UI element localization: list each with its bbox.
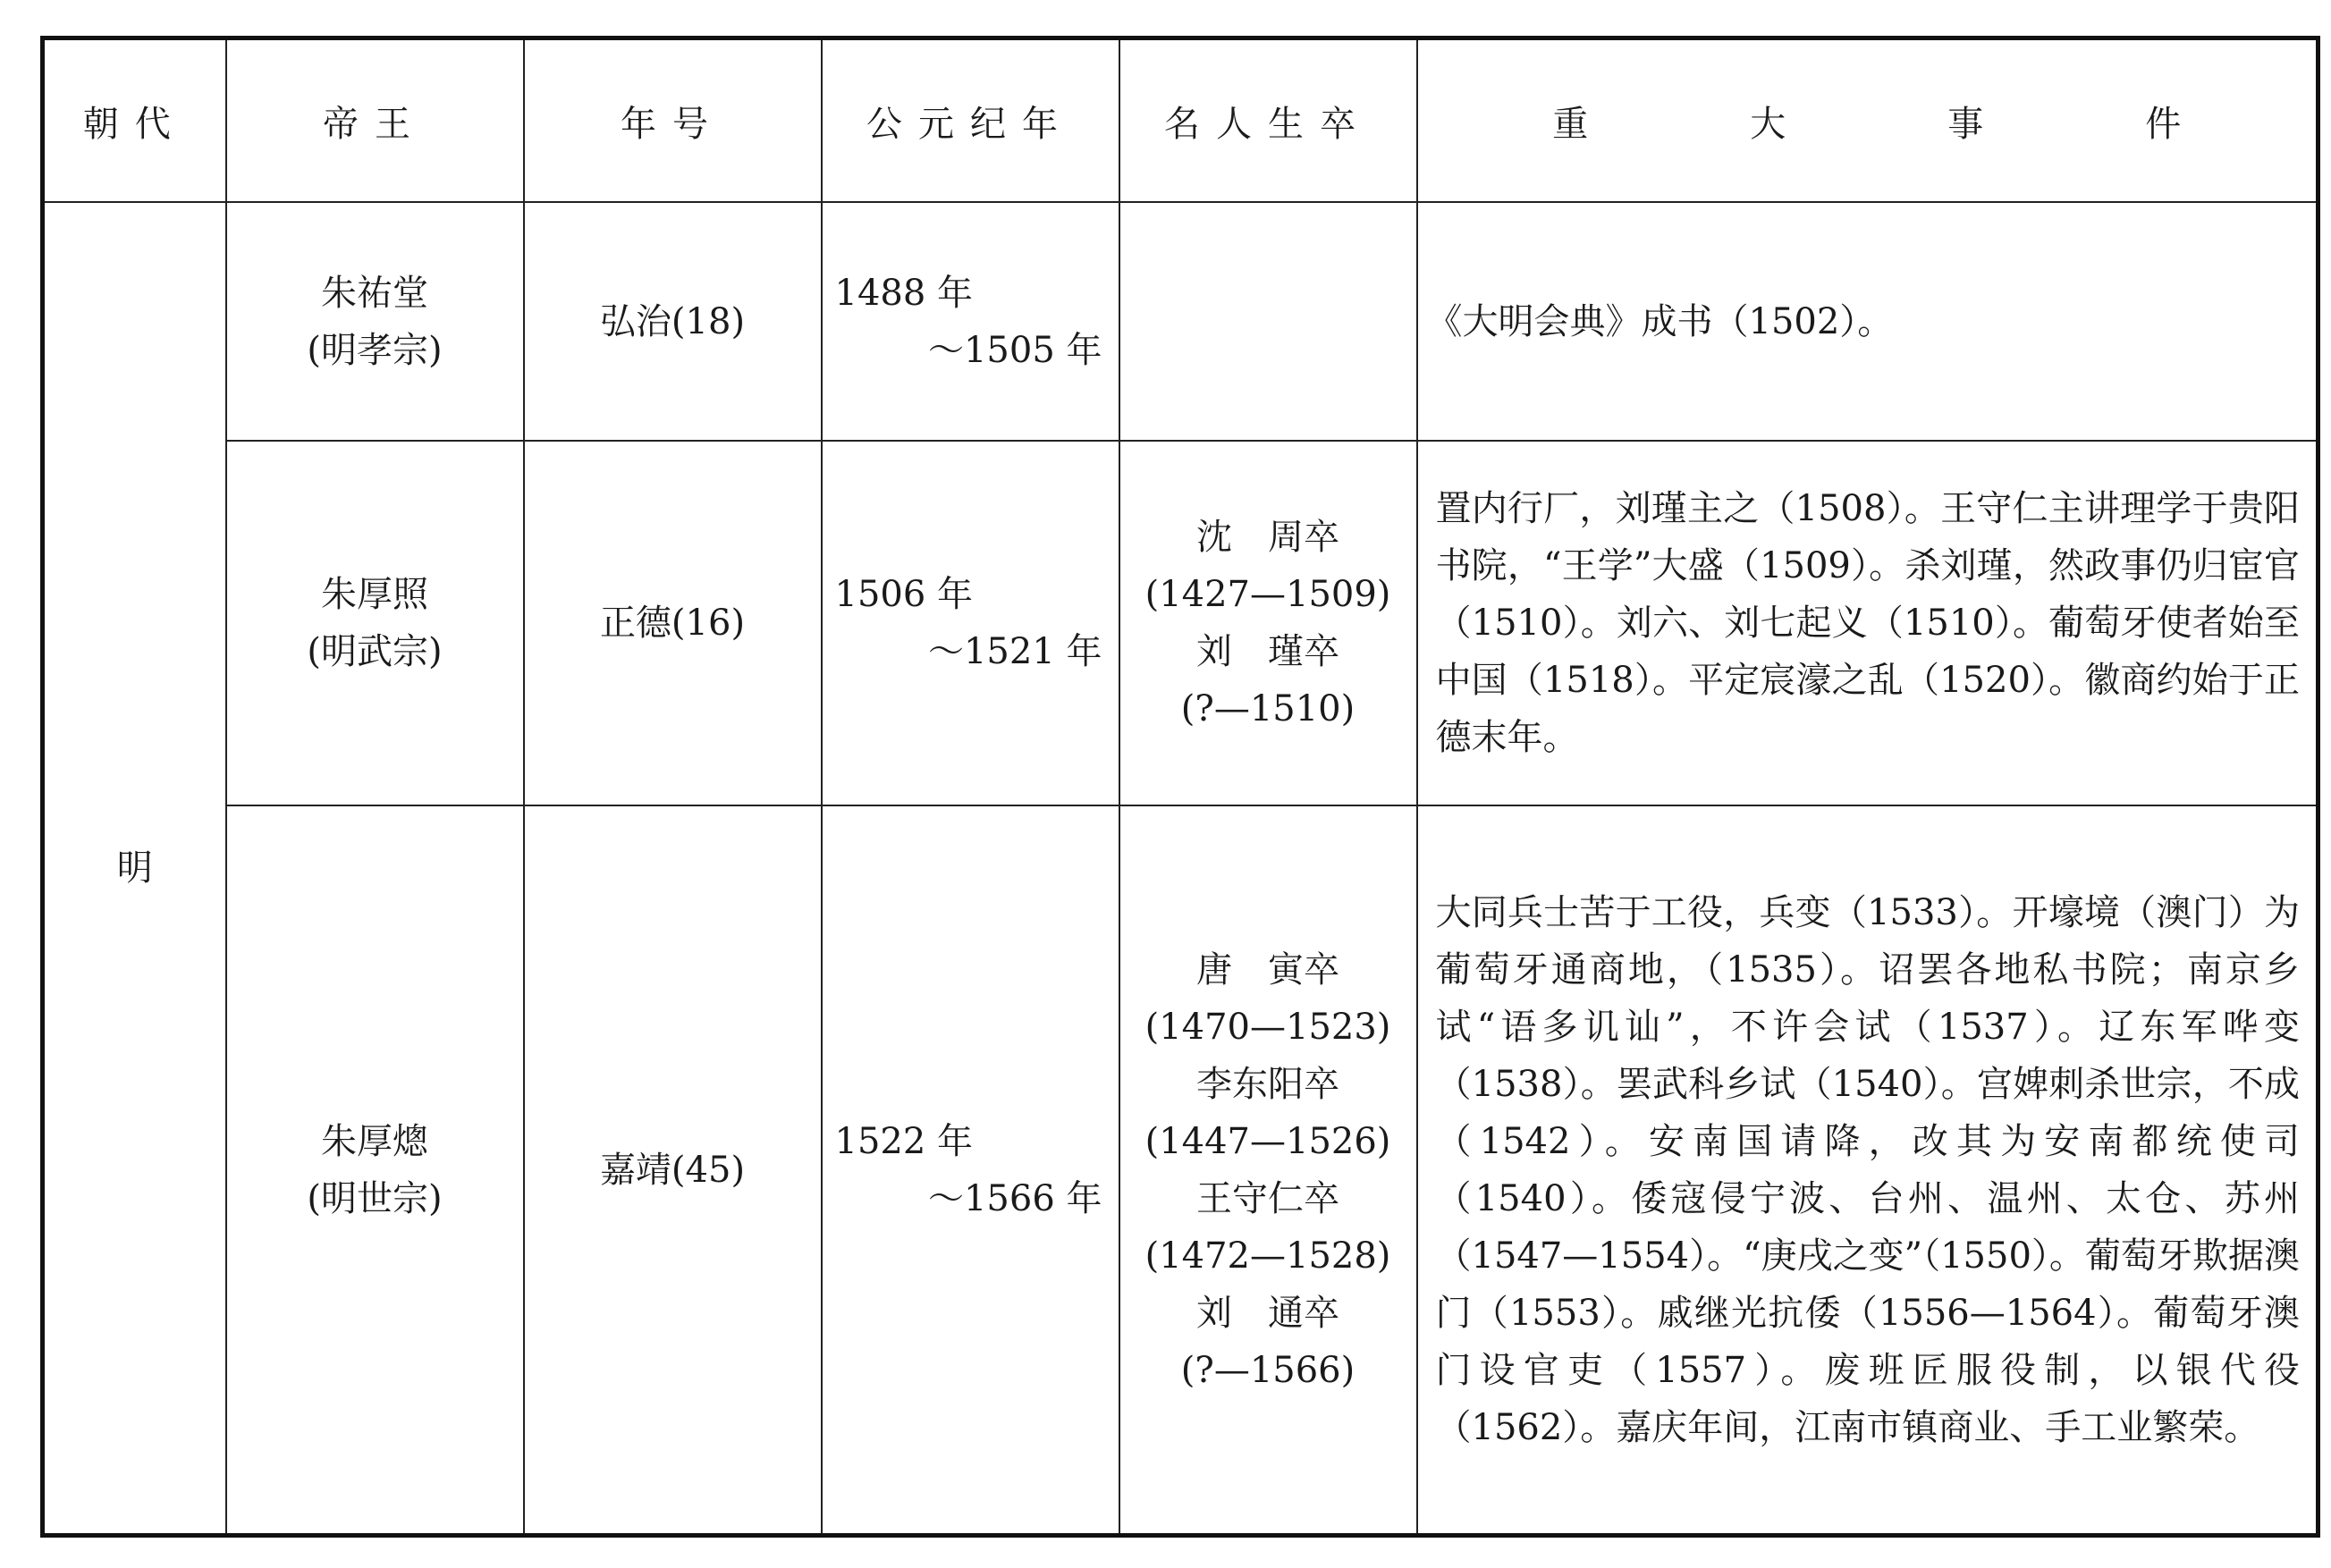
death-entry: 唐 寅卒 <box>1196 948 1339 991</box>
year-to: ～1505 年 <box>927 329 1102 371</box>
emperor-cell <box>226 805 524 1536</box>
chronology-table <box>40 36 2320 1538</box>
emperor-name: 朱厚熜 <box>321 1120 428 1162</box>
death-entry: (1472—1528) <box>1144 1235 1391 1277</box>
emperor-title: (明孝宗) <box>307 329 443 371</box>
death-entry: 李东阳卒 <box>1196 1063 1339 1105</box>
death-entry: (1427—1509) <box>1144 574 1391 615</box>
header-events-char: 事 <box>1947 103 1984 145</box>
year-from: 1506 年 <box>834 574 974 615</box>
death-entry: (?—1510) <box>1180 688 1356 729</box>
death-entry: (?—1566) <box>1180 1349 1356 1391</box>
header-events-char: 件 <box>2145 103 2182 145</box>
death-entry: 刘 通卒 <box>1196 1292 1339 1334</box>
death-entry: 刘 瑾卒 <box>1196 631 1339 672</box>
year-from: 1522 年 <box>834 1120 974 1162</box>
table-row <box>43 202 2318 441</box>
ad-years-cell <box>822 441 1119 805</box>
events-cell: 置内行厂，刘瑾主之（1508）。王守仁主讲理学于贵阳书院，“王学”大盛（1509）。杀刘瑾，然政事仍归宦官（1510）。刘六、刘七起义（1510）。葡萄牙使者始至中国（1518）。平定宸濠之乱（1520）。徽商约始于正德末年。 <box>1417 441 2318 805</box>
header-dynasty: 朝代 <box>43 38 226 203</box>
header-events-char: 重 <box>1552 103 1589 145</box>
header-events <box>1417 38 2318 203</box>
header-notable-deaths: 名人生卒 <box>1119 38 1417 203</box>
emperor-title: (明世宗) <box>307 1177 443 1219</box>
era-name-cell: 正德(16) <box>524 441 822 805</box>
year-to: ～1521 年 <box>927 631 1102 672</box>
notable-deaths-cell <box>1119 202 1417 441</box>
dynasty-cell: 明 <box>43 202 226 1536</box>
death-entry: (1447—1526) <box>1144 1120 1391 1162</box>
death-entry: 王守仁卒 <box>1196 1177 1339 1219</box>
era-name-cell: 弘治(18) <box>524 202 822 441</box>
year-to: ～1566 年 <box>927 1177 1102 1219</box>
notable-deaths-cell <box>1119 441 1417 805</box>
emperor-title: (明武宗) <box>307 631 443 672</box>
emperor-name: 朱祐堂 <box>321 272 428 314</box>
notable-deaths-cell <box>1119 805 1417 1536</box>
events-cell: 大同兵士苦于工役，兵变（1533）。开壕境（澳门）为葡萄牙通商地，（1535）。诏罢各地私书院；南京乡试“语多讥讪”，不许会试（1537）。辽东军哗变（1538）。罢武科乡试（1540）。宫婢刺杀世宗，不成（1542）。安南国请降，改其为安南都统使司（1540）。倭寇侵宁波、台州、温州、太仓、苏州（1547—1554）。“庚戌之变”（1550）。葡萄牙欺据澳门（1553）。戚继光抗倭（1556—1564）。葡萄牙澳门设官吏（1557）。废班匠服役制，以银代役（1562）。嘉庆年间，江南市镇商业、手工业繁荣。 <box>1417 805 2318 1536</box>
header-era-name: 年号 <box>524 38 822 203</box>
table-row <box>43 441 2318 805</box>
header-ad-years: 公元纪年 <box>822 38 1119 203</box>
year-from: 1488 年 <box>834 272 974 314</box>
emperor-name: 朱厚照 <box>321 574 428 615</box>
death-entry: (1470—1523) <box>1144 1006 1391 1048</box>
header-events-char: 大 <box>1750 103 1786 145</box>
ad-years-cell <box>822 805 1119 1536</box>
emperor-cell <box>226 202 524 441</box>
ad-years-cell <box>822 202 1119 441</box>
table-row <box>43 805 2318 1536</box>
emperor-cell <box>226 441 524 805</box>
era-name-cell: 嘉靖(45) <box>524 805 822 1536</box>
header-row <box>43 38 2318 203</box>
events-cell: 《大明会典》成书（1502）。 <box>1417 202 2318 441</box>
header-emperor: 帝王 <box>226 38 524 203</box>
death-entry: 沈 周卒 <box>1196 517 1339 558</box>
